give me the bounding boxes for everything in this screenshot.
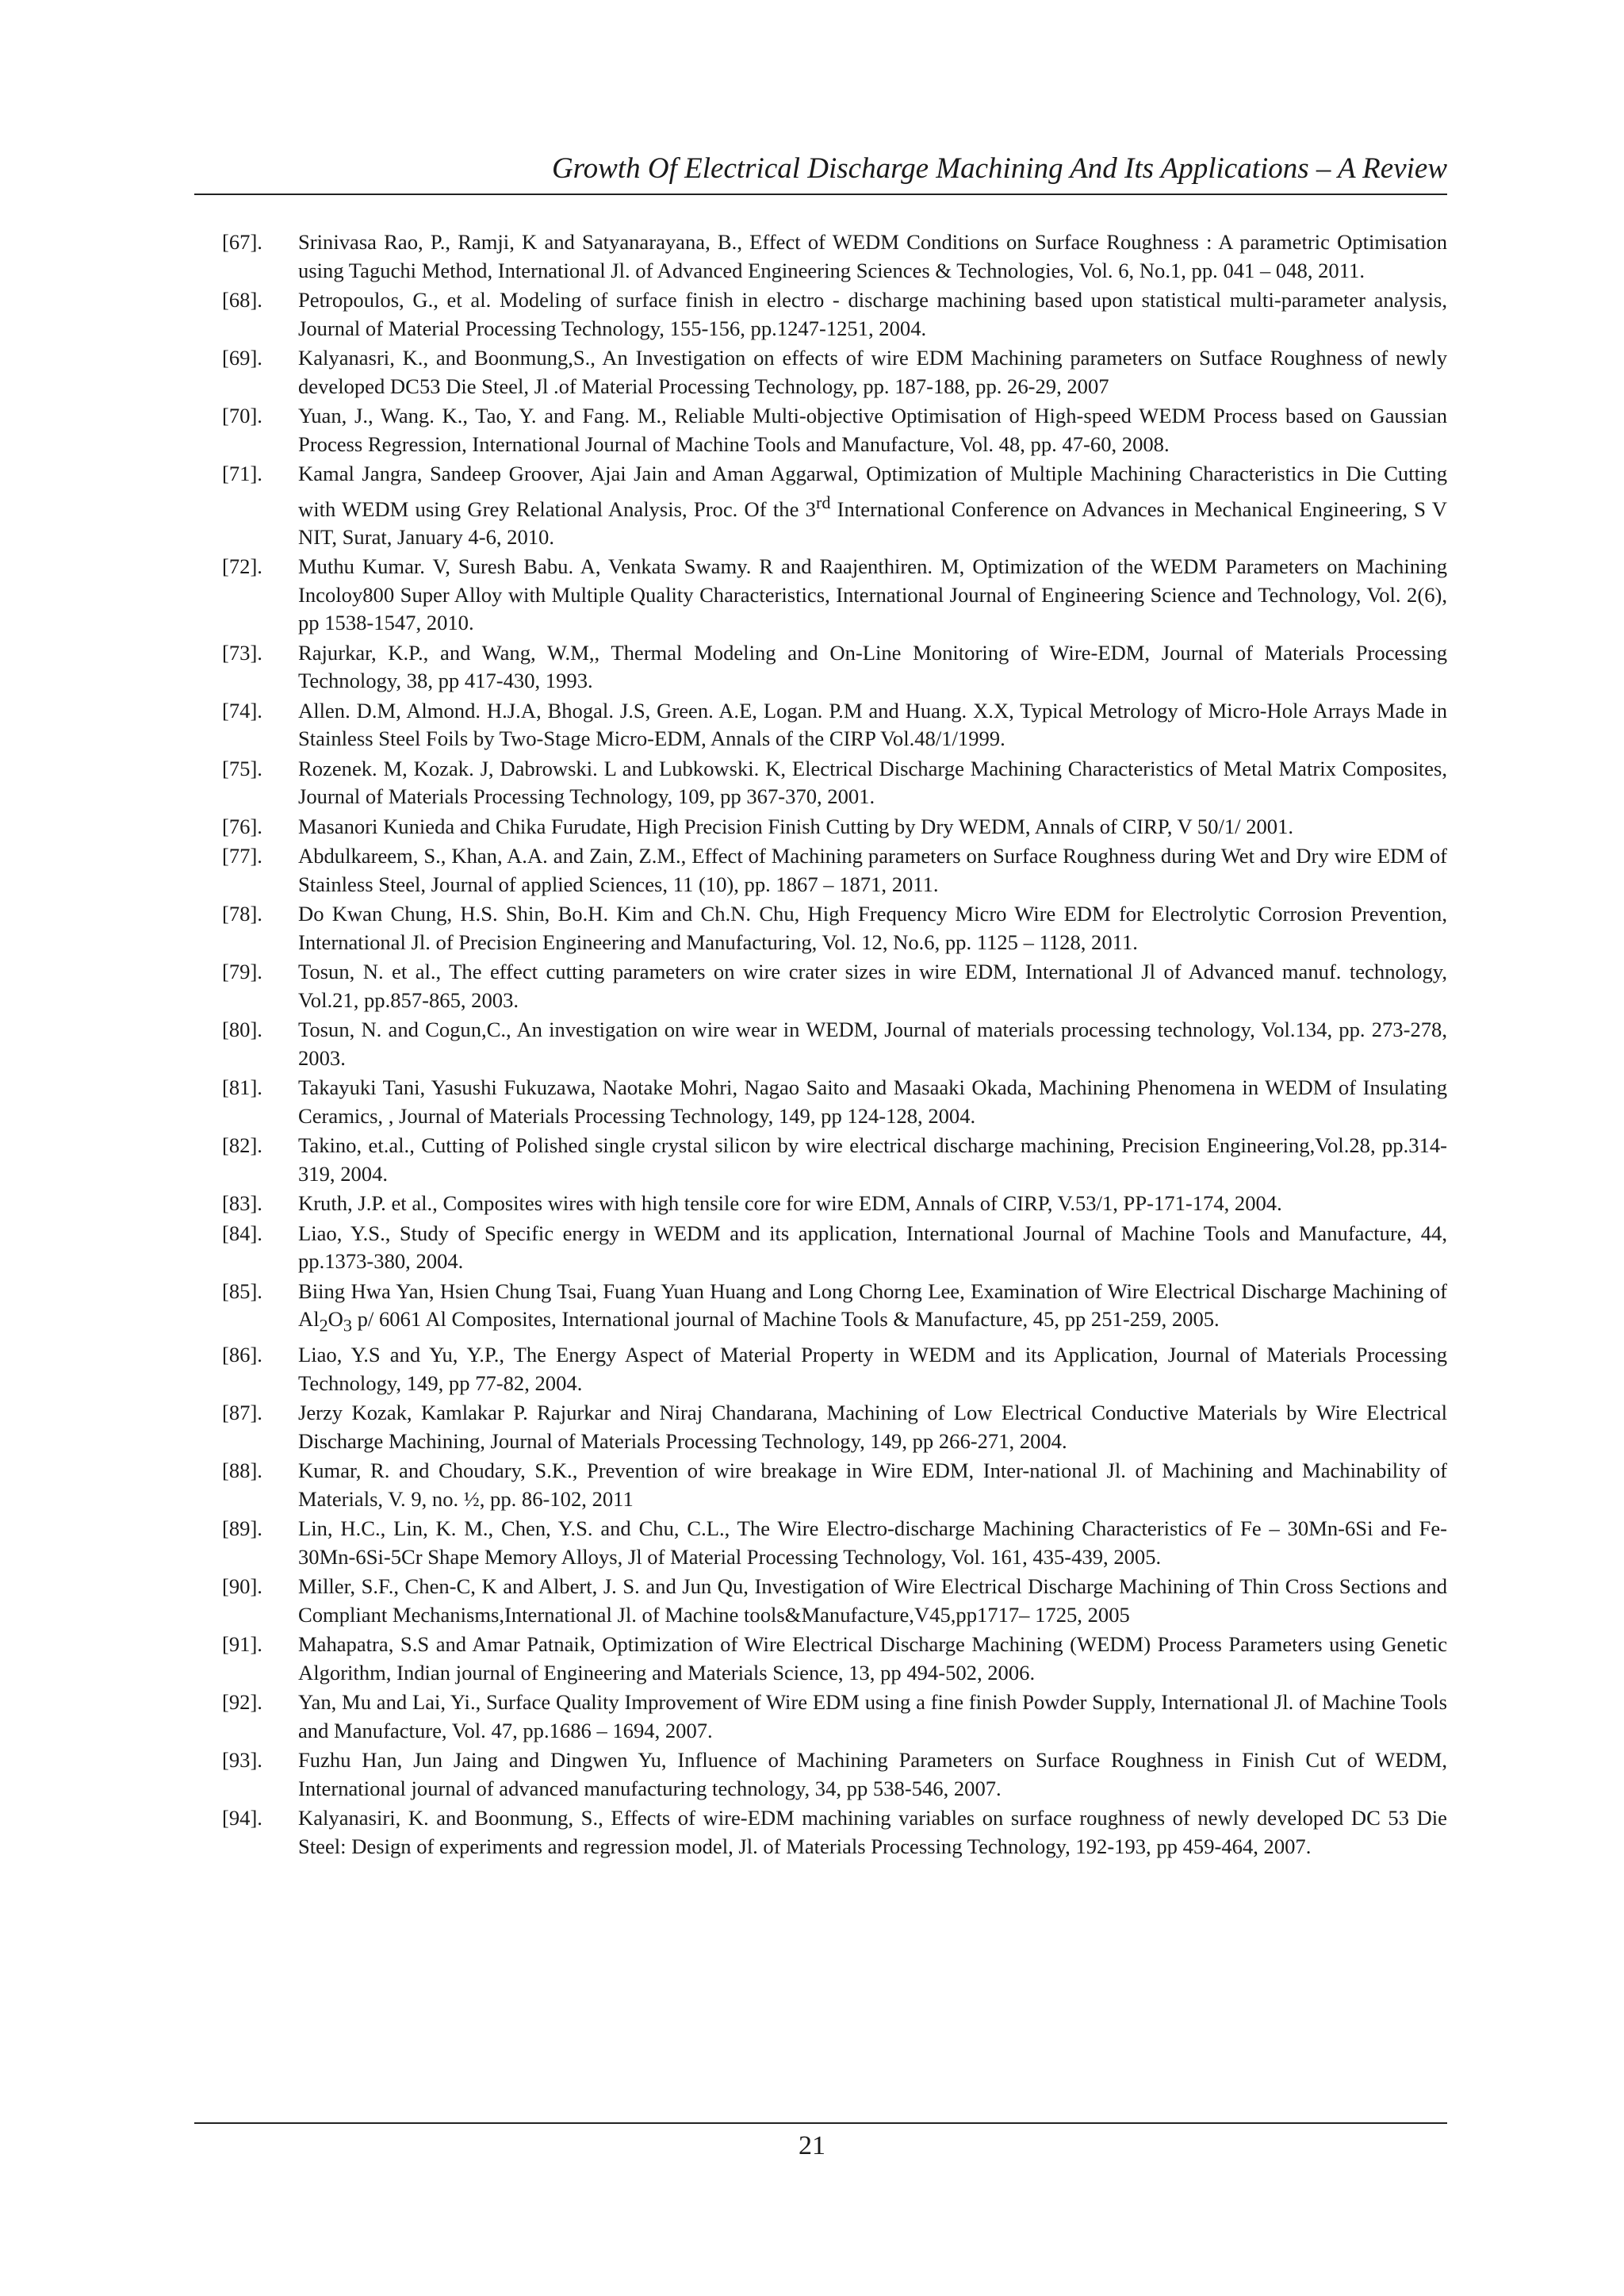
reference-text: Fuzhu Han, Jun Jaing and Dingwen Yu, Influence of Machining Parameters on Surface Roughness in Finish Cut of WEDM, International journal of advanced manufacturing technology, 34, pp 538-546, 2007. [298, 1748, 1447, 1800]
reference-item [222, 958, 1447, 1014]
reference-number: [74]. [222, 698, 262, 723]
reference-number: [67]. [222, 230, 262, 254]
reference-text: Srinivasa Rao, P., Ramji, K and Satyanarayana, B., Effect of WEDM Conditions on Surface Roughness : A parametric Optimisation using Taguchi Method, International Jl. of Advanced Engineering Sciences & Technologies, Vol. 6, No.1, pp. 041 – 048, 2011. [298, 230, 1447, 282]
reference-text: Miller, S.F., Chen-C, K and Albert, J. S. and Jun Qu, Investigation of Wire Electrical Discharge Machining of Thin Cross Sections and Compliant Mechanisms,International Jl. of Machine tools&Manufacture,V45,pp1717– 1725, 2005 [298, 1574, 1447, 1627]
reference-text: Masanori Kunieda and Chika Furudate, High Precision Finish Cutting by Dry WEDM, Annals of CIRP, V 50/1/ 2001. [298, 814, 1294, 838]
reference-number: [68]. [222, 288, 262, 312]
reference-item [222, 900, 1447, 956]
reference-number: [88]. [222, 1458, 262, 1483]
reference-text: Yan, Mu and Lai, Yi., Surface Quality Improvement of Wire EDM using a fine finish Powder Supply, International Jl. of Machine Tools and Manufacture, Vol. 47, pp.1686 – 1694, 2007. [298, 1690, 1447, 1742]
header-divider [194, 194, 1447, 195]
reference-text: Lin, H.C., Lin, K. M., Chen, Y.S. and Chu, C.L., The Wire Electro-discharge Machining Characteristics of Fe – 30Mn-6Si and Fe-30Mn-6Si-5Cr Shape Memory Alloys, Jl of Material Processing Technology, Vol. 161, 435-439, 2005. [298, 1516, 1447, 1569]
reference-number: [92]. [222, 1690, 262, 1715]
reference-item [222, 1746, 1447, 1803]
reference-number: [79]. [222, 960, 262, 984]
reference-text: Kalyanasri, K., and Boonmung,S., An Investigation on effects of wire EDM Machining parameters on Sutface Roughness of newly developed DC53 Die Steel, Jl .of Material Processing Technology, pp. 187-188, pp. 26-29, 2007 [298, 346, 1447, 398]
reference-item [222, 813, 1447, 841]
reference-text: Yuan, J., Wang. K., Tao, Y. and Fang. M., Reliable Multi-objective Optimisation of High-speed WEDM Process based on Gaussian Process Regression, International Journal of Machine Tools and Manufacture, Vol. 48, pp. 47-60, 2008. [298, 404, 1447, 456]
reference-text: Do Kwan Chung, H.S. Shin, Bo.H. Kim and Ch.N. Chu, High Frequency Micro Wire EDM for Electrolytic Corrosion Prevention, International Jl. of Precision Engineering and Manufacturing, Vol. 12, No.6, pp. 1125 – 1128, 2011. [298, 902, 1447, 954]
reference-text: Muthu Kumar. V, Suresh Babu. A, Venkata Swamy. R and Raajenthiren. M, Optimization of the WEDM Parameters on Machining Incoloy800 Super Alloy with Multiple Quality Characteristics, International Journal of Engineering Science and Technology, Vol. 2(6), pp 1538-1547, 2010. [298, 554, 1447, 635]
reference-number: [69]. [222, 346, 262, 370]
reference-text: Allen. D.M, Almond. H.J.A, Bhogal. J.S, Green. A.E, Logan. P.M and Huang. X.X, Typical Metrology of Micro-Hole Arrays Made in Stainless Steel Foils by Two-Stage Micro-EDM, Annals of the CIRP Vol.48/1/1999. [298, 698, 1447, 751]
reference-number: [80]. [222, 1018, 262, 1042]
reference-item [222, 344, 1447, 401]
reference-item [222, 1631, 1447, 1687]
reference-number: [81]. [222, 1075, 262, 1100]
reference-number: [91]. [222, 1632, 262, 1657]
reference-item [222, 1804, 1447, 1861]
footer-divider [194, 2122, 1447, 2124]
reference-text: Tosun, N. and Cogun,C., An investigation on wire wear in WEDM, Journal of materials processing technology, Vol.134, pp. 273-278, 2003. [298, 1018, 1447, 1070]
reference-number: [84]. [222, 1221, 262, 1245]
reference-item [222, 460, 1447, 551]
page-number: 21 [799, 2131, 825, 2160]
reference-number: [70]. [222, 404, 262, 427]
reference-number: [89]. [222, 1516, 262, 1541]
reference-item [222, 1573, 1447, 1629]
reference-number: [85]. [222, 1278, 262, 1303]
reference-number: [94]. [222, 1806, 262, 1830]
reference-number: [93]. [222, 1748, 262, 1773]
reference-item [222, 402, 1447, 458]
reference-number: [90]. [222, 1574, 262, 1599]
reference-text: Mahapatra, S.S and Amar Patnaik, Optimization of Wire Electrical Discharge Machining (WEDM) Process Parameters using Genetic Algorithm, Indian journal of Engineering and Materials Science, 13, pp 494-502, 2006. [298, 1632, 1447, 1685]
reference-item [222, 1016, 1447, 1072]
reference-text: Kumar, R. and Choudary, S.K., Prevention of wire breakage in Wire EDM, Inter-national Jl. of Machining and Machinability of Materials, V. 9, no. ½, pp. 86-102, 2011 [298, 1458, 1447, 1511]
reference-number: [75]. [222, 756, 262, 780]
reference-item [222, 1132, 1447, 1188]
reference-item [222, 1688, 1447, 1745]
reference-text: Tosun, N. et al., The effect cutting parameters on wire crater sizes in wire EDM, International Jl of Advanced manuf. technology, Vol.21, pp.857-865, 2003. [298, 960, 1447, 1012]
reference-text: Abdulkareem, S., Khan, A.A. and Zain, Z.M., Effect of Machining parameters on Surface Roughness during Wet and Dry wire EDM of Stainless Steel, Journal of applied Sciences, 11 (10), pp. 1867 – 1871, 2011. [298, 844, 1447, 896]
reference-text: Rajurkar, K.P., and Wang, W.M,, Thermal Modeling and On-Line Monitoring of Wire-EDM, Journal of Materials Processing Technology, 38, pp 417-430, 1993. [298, 640, 1447, 693]
reference-text: Biing Hwa Yan, Hsien Chung Tsai, Fuang Yuan Huang and Long Chorng Lee, Examination of Wire Electrical Discharge Machining of $Al_2O_3$ p/ 6061 Al Composites, International journal of Machine Tools & Manufacture, 45, pp 251-259, 2005. [298, 1278, 1447, 1336]
reference-item [222, 1399, 1447, 1455]
reference-item [222, 1341, 1447, 1397]
reference-item [222, 228, 1447, 285]
reference-number: [78]. [222, 902, 262, 926]
reference-item [222, 1190, 1447, 1218]
reference-number: [73]. [222, 640, 262, 665]
reference-text: Liao, Y.S and Yu, Y.P., The Energy Aspect of Material Property in WEDM and its Application, Journal of Materials Processing Technology, 149, pp 77-82, 2004. [298, 1343, 1447, 1395]
reference-item [222, 553, 1447, 638]
reference-text: Petropoulos, G., et al. Modeling of surface finish in electro - discharge machining based upon statistical multi-parameter analysis, Journal of Material Processing Technology, 155-156, pp.1247-1251, 2004. [298, 288, 1447, 340]
reference-text: Kruth, J.P. et al., Composites wires with high tensile core for wire EDM, Annals of CIRP, V.53/1, PP-171-174, 2004. [298, 1191, 1282, 1216]
reference-number: [86]. [222, 1343, 262, 1367]
reference-number: [77]. [222, 844, 262, 868]
reference-item [222, 639, 1447, 696]
reference-text: Rozenek. M, Kozak. J, Dabrowski. L and Lubkowski. K, Electrical Discharge Machining Characteristics of Metal Matrix Composites, Journal of Materials Processing Technology, 109, pp 367-370, 2001. [298, 756, 1447, 809]
reference-number: [82]. [222, 1133, 262, 1158]
reference-number: [87]. [222, 1401, 262, 1425]
reference-item [222, 697, 1447, 753]
reference-number: [71]. [222, 462, 262, 485]
subscript: 3 [343, 1315, 352, 1336]
reference-item [222, 1278, 1447, 1340]
reference-item [222, 1074, 1447, 1130]
reference-text: Takayuki Tani, Yasushi Fukuzawa, Naotake Mohri, Nagao Saito and Masaaki Okada, Machining Phenomena in WEDM of Insulating Ceramics, , Journal of Materials Processing Technology, 149, pp 124-128, 2004. [298, 1075, 1447, 1128]
reference-text: Kamal Jangra, Sandeep Groover, Ajai Jain and Aman Aggarwal, Optimization of Multiple Machining Characteristics in Die Cutting with WEDM using Grey Relational Analysis, Proc. Of the 3rd International Conference on Advances in Mechanical Engineering, S V NIT, Surat, January 4-6, 2010. [298, 462, 1448, 549]
reference-item [222, 755, 1447, 811]
reference-item [222, 1220, 1447, 1276]
reference-text: Liao, Y.S., Study of Specific energy in WEDM and its application, International Journal of Machine Tools and Manufacture, 44, pp.1373-380, 2004. [298, 1221, 1447, 1274]
reference-number: [83]. [222, 1191, 262, 1216]
subscript: 2 [319, 1315, 328, 1336]
reference-number: [72]. [222, 554, 262, 579]
reference-text: Takino, et.al., Cutting of Polished single crystal silicon by wire electrical discharge machining, Precision Engineering,Vol.28, pp.314-319, 2004. [298, 1133, 1447, 1186]
reference-number: [76]. [222, 814, 262, 838]
reference-text: Kalyanasiri, K. and Boonmung, S., Effects of wire-EDM machining variables on surface roughness of newly developed DC 53 Die Steel: Design of experiments and regression model, Jl. of Materials Processing Technology, 192-193, pp 459-464, 2007. [298, 1806, 1447, 1858]
reference-item [222, 1457, 1447, 1513]
reference-text: Jerzy Kozak, Kamlakar P. Rajurkar and Niraj Chandarana, Machining of Low Electrical Conductive Materials by Wire Electrical Discharge Machining, Journal of Materials Processing Technology, 149, pp 266-271, 2004. [298, 1401, 1447, 1453]
reference-list [222, 228, 1447, 1862]
reference-item [222, 1515, 1447, 1571]
reference-item [222, 286, 1447, 343]
running-header: Growth Of Electrical Discharge Machining And Its Applications – A Review [551, 152, 1447, 185]
reference-item [222, 842, 1447, 899]
superscript: rd [815, 492, 831, 512]
